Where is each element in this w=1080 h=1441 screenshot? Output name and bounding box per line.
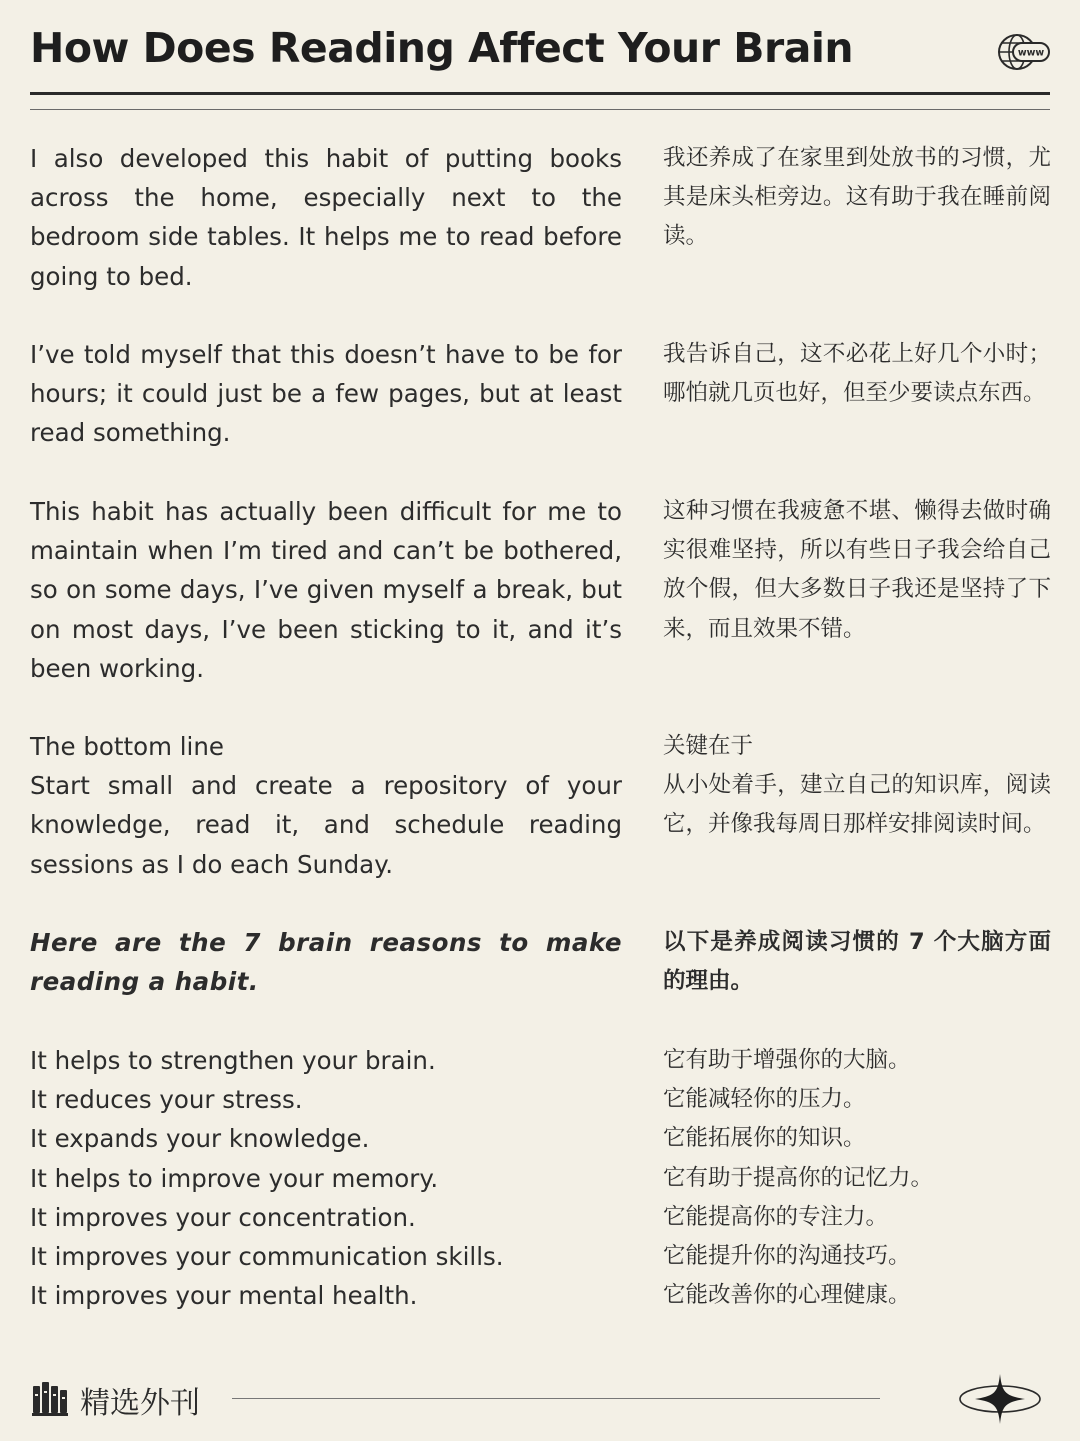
paragraph-3-english: This habit has actually been difficult for me to maintain when I’m tired and can’t be bothered, so on some days, I’ve given myself a break, but on most days, I’ve been sticking to it, and it’s been working. [30,497,622,683]
reason-en-7: It improves your mental health. [30,1281,418,1311]
reason-en-5: It improves your concentration. [30,1202,416,1232]
paragraph-2-english: I’ve told myself that this doesn’t have to be for hours; it could just be a few pages, but at least read something. [30,340,622,448]
reason-en-6: It improves your communication skills. [30,1242,504,1272]
reasons-intro-english: Here are the 7 brain reasons to make reading a habit. [30,928,622,997]
books-icon [32,1382,68,1416]
bottom-line-text: Start small and create a repository of your knowledge, read it, and schedule reading sessions as I do each Sunday. [30,771,622,879]
brand-name: 精选外刊 [80,1386,200,1421]
reason-zh-6: 它能提升你的沟通技巧。 [663,1243,911,1270]
paragraph-3-chinese: 这种习惯在我疲惫不堪、懒得去做时确实很难坚持，所以有些日子我会给自己放个假，但大多数日子我还是坚持了下来，而且效果不错。 [663,498,1051,642]
reason-zh-3: 它能拓展你的知识。 [663,1125,866,1152]
globe-www-icon [995,32,1051,72]
page-title: How Does Reading Affect Your Brain [30,24,854,72]
reason-zh-4: 它有助于提高你的记忆力。 [663,1164,934,1191]
paragraph-1-chinese: 我还养成了在家里到处放书的习惯，尤其是床头柜旁边。这有助于我在睡前阅读。 [663,145,1051,250]
reasons-list-chinese [663,1041,1051,1315]
reason-zh-5: 它能提高你的专注力。 [663,1203,889,1230]
reason-en-4: It helps to improve your memory. [30,1163,439,1193]
bottom-line-heading-zh: 关键在于 [663,733,754,759]
reasons-list-english [30,1041,622,1315]
bottom-line-heading: The bottom line [30,732,224,761]
paragraph-1-english: I also developed this habit of putting books across the home, especially next to the bedroom side tables. It helps me to read before going to bed. [30,144,622,291]
reason-zh-7: 它能改善你的心理健康。 [663,1282,911,1309]
bottom-line-text-zh: 从小处着手，建立自己的知识库，阅读它，并像我每周日那样安排阅读时间。 [663,772,1051,838]
reasons-intro-chinese: 以下是养成阅读习惯的 7 个大脑方面的理由。 [663,929,1051,995]
paragraph-4-english [30,727,622,884]
reason-zh-1: 它有助于增强你的大脑。 [663,1047,911,1073]
reason-zh-2: 它能减轻你的压力。 [663,1086,866,1113]
globe-label: www [1017,47,1045,59]
header-rule-thick [30,92,1050,95]
paragraph-4-chinese [663,727,1051,845]
sparkle-star-icon [955,1372,1045,1426]
reason-en-2: It reduces your stress. [30,1085,303,1115]
paragraph-2-chinese: 我告诉自己，这不必花上好几个小时；哪怕就几页也好，但至少要读点东西。 [663,341,1051,407]
footer-rule [232,1398,880,1399]
header-rule-thin [30,109,1050,110]
reason-en-1: It helps to strengthen your brain. [30,1046,436,1075]
reason-en-3: It expands your knowledge. [30,1124,370,1154]
